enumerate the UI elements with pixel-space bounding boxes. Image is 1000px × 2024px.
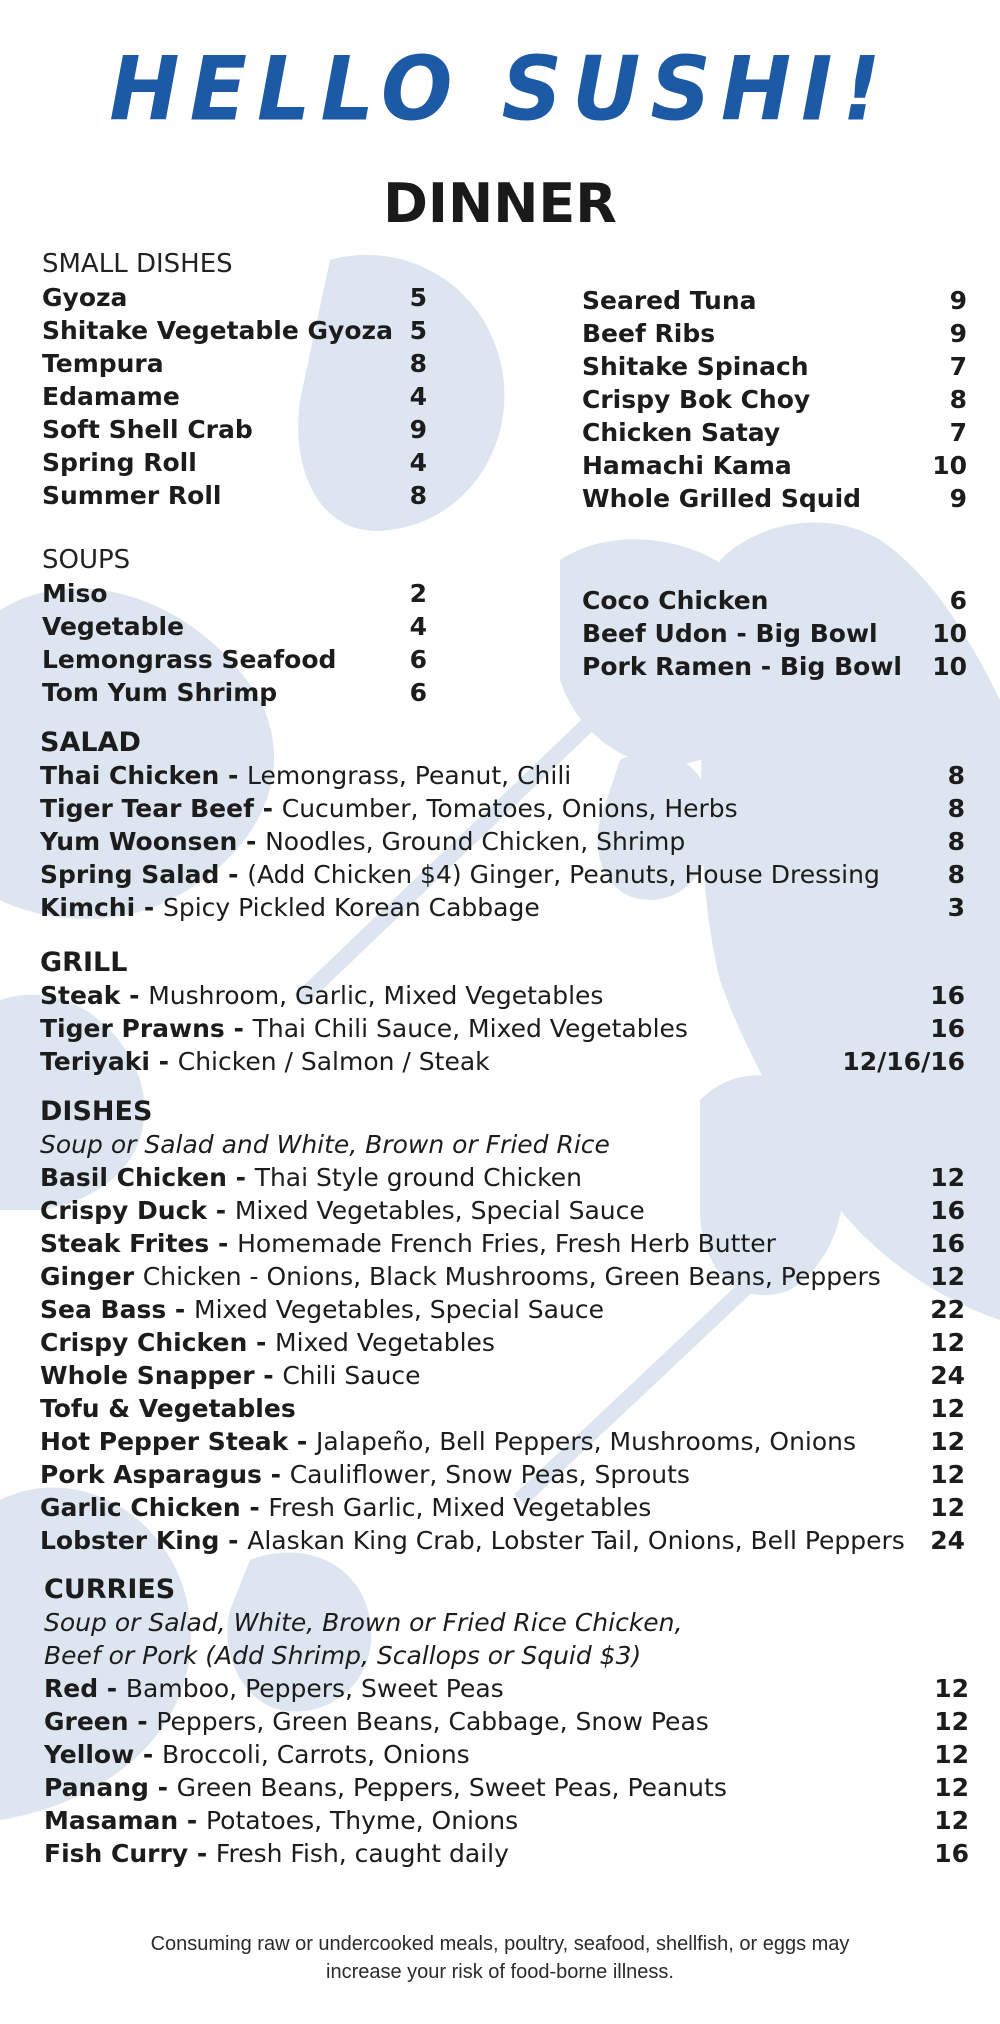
menu-item-description: Alaskan King Crab, Lobster Tail, Onions, Bell Peppers [247, 1526, 905, 1555]
food-safety-notice-line-1: Consuming raw or undercooked meals, poultry, seafood, shellfish, or eggs may [150, 1933, 850, 1955]
menu-item-price: 10 [932, 619, 967, 648]
menu-item [42, 347, 427, 380]
soups-left-column [42, 544, 427, 709]
menu-item [40, 1194, 965, 1227]
menu-item [40, 1045, 965, 1078]
menu-item-name: Crispy Duck - [40, 1196, 235, 1225]
menu-item-description: Noodles, Ground Chicken, Shrimp [265, 827, 686, 856]
menu-item-name: Gyoza [42, 283, 128, 312]
menu-item-name: Thai Chicken - [40, 761, 248, 790]
menu-item-name: Tofu & Vegetables [40, 1394, 296, 1423]
menu-item [582, 584, 967, 617]
menu-item-name: Steak - [40, 981, 149, 1010]
menu-item [40, 825, 965, 858]
menu-item [44, 1705, 969, 1738]
menu-item [42, 380, 427, 413]
menu-item-price: 2 [409, 579, 427, 608]
menu-item-description: Thai Chili Sauce, Mixed Vegetables [252, 1014, 688, 1043]
menu-item-description: Chicken / Salmon / Steak [177, 1047, 490, 1076]
menu-item [42, 676, 427, 709]
menu-item [40, 1458, 965, 1491]
curries-section [44, 1573, 969, 1870]
small-dishes-left-column [42, 248, 427, 512]
menu-item-name: Beef Ribs [582, 319, 716, 348]
menu-item-description: Lemongrass, Peanut, Chili [247, 761, 572, 790]
menu-item [44, 1738, 969, 1771]
menu-item-price: 12 [930, 1163, 965, 1192]
menu-item-description: Homemade French Fries, Fresh Herb Butter [237, 1229, 776, 1258]
soups-heading: SOUPS [42, 545, 131, 575]
menu-item-description: Chili Sauce [282, 1361, 421, 1390]
menu-item-name: Green - [44, 1707, 157, 1736]
menu-item-name: Chicken Satay [582, 418, 781, 447]
menu-item-price: 4 [409, 612, 427, 641]
menu-item [40, 1392, 965, 1425]
menu-item-description: Peppers, Green Beans, Cabbage, Snow Peas [156, 1707, 709, 1736]
menu-item-price: 12 [934, 1740, 969, 1769]
menu-item-name: Kimchi - [40, 893, 163, 922]
menu-item-price: 24 [930, 1361, 965, 1390]
menu-item [40, 1326, 965, 1359]
menu-item-name: Steak Frites - [40, 1229, 238, 1258]
curries-heading: CURRIES [44, 1574, 176, 1605]
dishes-section [40, 1095, 965, 1557]
menu-item-price: 9 [949, 319, 967, 348]
menu-item [40, 1161, 965, 1194]
menu-item-name: Hot Pepper Steak - [40, 1427, 317, 1456]
menu-item-price: 12 [930, 1493, 965, 1522]
menu-item-description: Mixed Vegetables [275, 1328, 495, 1357]
menu-item-name: Masaman - [44, 1806, 206, 1835]
menu-item [44, 1672, 969, 1705]
menu-item-price: 22 [930, 1295, 965, 1324]
menu-item-description: Potatoes, Thyme, Onions [206, 1806, 519, 1835]
menu-item-price: 16 [934, 1839, 969, 1868]
menu-item [42, 413, 427, 446]
food-safety-notice [0, 1930, 1000, 1986]
menu-item-name: Tempura [42, 349, 164, 378]
menu-item [44, 1771, 969, 1804]
menu-item-name: Vegetable [42, 612, 185, 641]
menu-item-name: Soft Shell Crab [42, 415, 253, 444]
menu-item-price: 10 [932, 451, 967, 480]
salad-section [40, 726, 965, 924]
menu-item-price: 12 [934, 1674, 969, 1703]
menu-item [44, 1804, 969, 1837]
menu-item [42, 610, 427, 643]
menu-item-description: Chicken - Onions, Black Mushrooms, Green Beans, Peppers [142, 1262, 881, 1291]
page-title: DINNER [383, 172, 617, 235]
menu-item-name: Whole Grilled Squid [582, 484, 862, 513]
menu-item-price: 6 [949, 586, 967, 615]
menu-item-name: Coco Chicken [582, 586, 769, 615]
menu-item [40, 891, 965, 924]
menu-item-description: Thai Style ground Chicken [254, 1163, 582, 1192]
menu-item-name: Garlic Chicken - [40, 1493, 269, 1522]
menu-item [582, 383, 967, 416]
menu-item-name: Tom Yum Shrimp [42, 678, 278, 707]
menu-item [40, 1425, 965, 1458]
menu-item-name: Spring Salad - [40, 860, 248, 889]
food-safety-notice-line-2: increase your risk of food-borne illness. [326, 1961, 674, 1983]
menu-item-price: 4 [409, 382, 427, 411]
menu-item-price: 3 [947, 893, 965, 922]
menu-item-name: Sea Bass - [40, 1295, 195, 1324]
menu-item-description: (Add Chicken $4) Ginger, Peanuts, House Dressing [247, 860, 880, 889]
menu-item-description: Cauliflower, Snow Peas, Sprouts [289, 1460, 690, 1489]
menu-item-description: Fresh Fish, caught daily [215, 1839, 509, 1868]
menu-item-name: Tiger Tear Beef - [40, 794, 282, 823]
menu-item-price: 5 [409, 283, 427, 312]
menu-item [40, 1293, 965, 1326]
menu-item-price: 12 [930, 1460, 965, 1489]
restaurant-logo: HELLO SUSHI! [109, 37, 891, 141]
menu-item-description: Broccoli, Carrots, Onions [161, 1740, 470, 1769]
menu-item-price: 8 [947, 794, 965, 823]
menu-item [40, 858, 965, 891]
menu-item [40, 1359, 965, 1392]
menu-item-price: 8 [409, 349, 427, 378]
menu-item [582, 284, 967, 317]
menu-item-name: Summer Roll [42, 481, 222, 510]
menu-item [40, 759, 965, 792]
menu-item-price: 12 [934, 1707, 969, 1736]
menu-item-name: Miso [42, 579, 108, 608]
dishes-heading: DISHES [40, 1096, 153, 1127]
grill-section [40, 946, 965, 1078]
menu-item-description [296, 1392, 835, 1425]
menu-item-price: 7 [949, 418, 967, 447]
menu-item-name: Crispy Bok Choy [582, 385, 811, 414]
menu-item-price: 8 [409, 481, 427, 510]
soups-right-column [582, 584, 967, 683]
menu-item-name: Whole Snapper - [40, 1361, 283, 1390]
menu-item-name: Teriyaki - [40, 1047, 178, 1076]
menu-item-name: Hamachi Kama [582, 451, 792, 480]
menu-item-price: 8 [949, 385, 967, 414]
menu-item [42, 314, 427, 347]
menu-item-price: 12 [930, 1262, 965, 1291]
menu-item-price: 16 [930, 981, 965, 1010]
menu-item-description: Mushroom, Garlic, Mixed Vegetables [148, 981, 604, 1010]
menu-item-price: 24 [930, 1526, 965, 1555]
menu-item-description: Fresh Garlic, Mixed Vegetables [268, 1493, 652, 1522]
menu-item-price: 9 [949, 286, 967, 315]
menu-item-price: 12 [930, 1394, 965, 1423]
menu-item-name: Shitake Spinach [582, 352, 809, 381]
menu-item-description: Green Beans, Peppers, Sweet Peas, Peanuts [176, 1773, 727, 1802]
menu-item-price: 6 [409, 645, 427, 674]
menu-item-description: Mixed Vegetables, Special Sauce [234, 1196, 645, 1225]
menu-item-price: 8 [947, 827, 965, 856]
menu-item [582, 482, 967, 515]
menu-item [42, 479, 427, 512]
menu-item-name: Panang - [44, 1773, 177, 1802]
menu-item [40, 1491, 965, 1524]
menu-item-price: 9 [409, 415, 427, 444]
menu-item [40, 1260, 965, 1293]
menu-item-name: Fish Curry - [44, 1839, 216, 1868]
menu-item-price: 8 [947, 761, 965, 790]
menu-item-price: 8 [947, 860, 965, 889]
menu-item-price: 12 [934, 1806, 969, 1835]
menu-item [582, 350, 967, 383]
menu-item-description: Spicy Pickled Korean Cabbage [162, 893, 540, 922]
menu-item [42, 281, 427, 314]
menu-item [582, 317, 967, 350]
menu-item-price: 9 [949, 484, 967, 513]
menu-item-name: Red - [44, 1674, 126, 1703]
menu-item-name: Pork Asparagus - [40, 1460, 290, 1489]
small-dishes-heading: SMALL DISHES [42, 249, 233, 279]
menu-item-name: Pork Ramen - Big Bowl [582, 652, 902, 681]
menu-item-name: Lobster King - [40, 1526, 248, 1555]
menu-item-price: 6 [409, 678, 427, 707]
grill-heading: GRILL [40, 947, 128, 978]
curries-subtitle-line-2: Beef or Pork (Add Shrimp, Scallops or Squid $3) [44, 1641, 642, 1670]
menu-item-name: Tiger Prawns - [40, 1014, 253, 1043]
menu-item [42, 577, 427, 610]
menu-item-description: Jalapeño, Bell Peppers, Mushrooms, Onions [316, 1427, 857, 1456]
menu-item-description: Cucumber, Tomatoes, Onions, Herbs [281, 794, 738, 823]
menu-item-name: Crispy Chicken - [40, 1328, 276, 1357]
menu-item-name: Seared Tuna [582, 286, 757, 315]
menu-item [44, 1837, 969, 1870]
menu-item-price: 4 [409, 448, 427, 477]
curries-subtitle-line-1: Soup or Salad, White, Brown or Fried Rice Chicken, [44, 1608, 683, 1637]
menu-item [42, 446, 427, 479]
menu-item [40, 979, 965, 1012]
dishes-subtitle: Soup or Salad and White, Brown or Fried Rice [40, 1130, 610, 1159]
salad-heading: SALAD [40, 727, 141, 758]
menu-item [40, 1012, 965, 1045]
menu-item [582, 650, 967, 683]
menu-item-price: 12 [930, 1328, 965, 1357]
menu-item [582, 449, 967, 482]
menu-item-name: Ginger [40, 1262, 143, 1291]
menu-item [42, 643, 427, 676]
menu-item-name: Basil Chicken - [40, 1163, 255, 1192]
menu-item-price: 7 [949, 352, 967, 381]
menu-item-price: 12/16/16 [842, 1047, 965, 1076]
menu-item [40, 1524, 965, 1557]
menu-item-name: Beef Udon - Big Bowl [582, 619, 878, 648]
menu-item-price: 12 [934, 1773, 969, 1802]
menu-item-name: Edamame [42, 382, 180, 411]
menu-item-name: Lemongrass Seafood [42, 645, 337, 674]
menu-item-name: Yum Woonsen - [40, 827, 266, 856]
menu-item-price: 16 [930, 1196, 965, 1225]
menu-item-price: 16 [930, 1014, 965, 1043]
menu-item [40, 792, 965, 825]
small-dishes-right-column [582, 284, 967, 515]
menu-item-name: Shitake Vegetable Gyoza [42, 316, 393, 345]
menu-item [582, 416, 967, 449]
menu-item-price: 16 [930, 1229, 965, 1258]
menu-item-price: 12 [930, 1427, 965, 1456]
menu-item-name: Spring Roll [42, 448, 197, 477]
menu-item-price: 10 [932, 652, 967, 681]
menu-item-price: 5 [409, 316, 427, 345]
menu-item [582, 617, 967, 650]
menu-item [40, 1227, 965, 1260]
menu-item-description: Bamboo, Peppers, Sweet Peas [125, 1674, 504, 1703]
menu-item-name: Yellow - [44, 1740, 162, 1769]
menu-item-description: Mixed Vegetables, Special Sauce [194, 1295, 604, 1324]
